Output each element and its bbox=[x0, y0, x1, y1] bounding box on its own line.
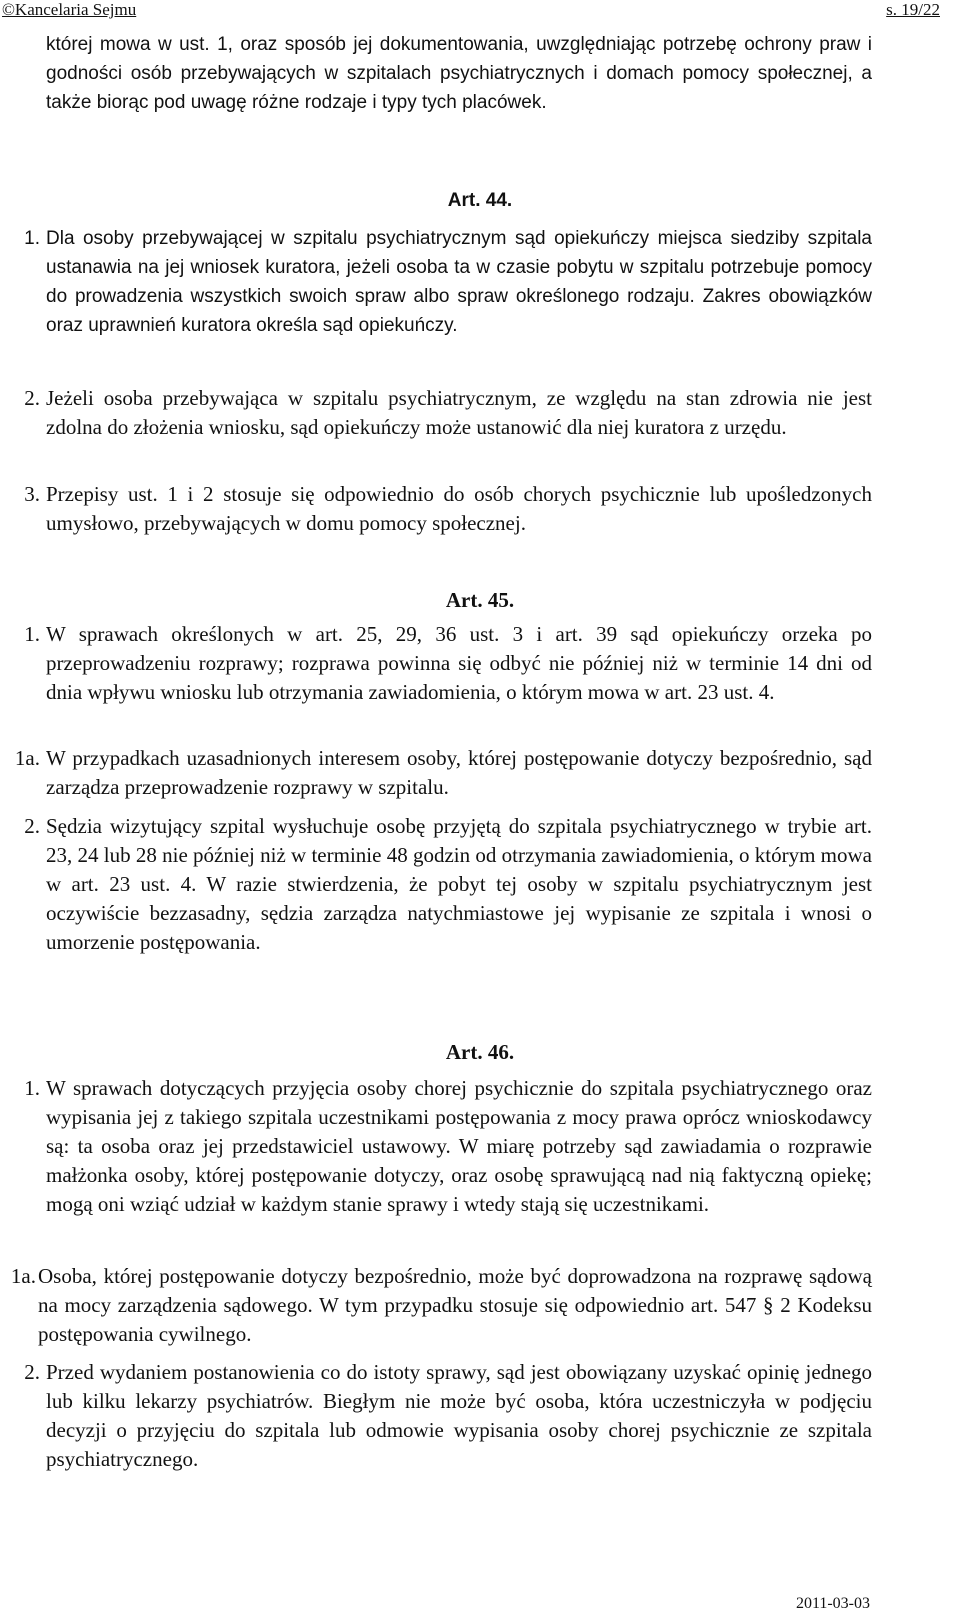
art-45-p1a-text: W przypadkach uzasadnionych interesem osoby, której postępowanie dotyczy bezpośrednio, sąd zarządza przeprowadzenie rozprawy w szpitalu. bbox=[46, 746, 872, 799]
art-45-heading: Art. 45. bbox=[445, 588, 515, 612]
art-46-p2-text: Przed wydaniem postanowienia co do istoty sprawy, sąd jest obowiązany uzyskać opinię jednego lub kilku lekarzy psychiatrów. Biegłym nie może być osoba, która uczestniczyła w podjęciu decyzji o przyjęciu do szpitala lub odmowie wypisania osoby chorej psychicznie ze szpitala psychiatrycznego. bbox=[46, 1360, 872, 1471]
art-45-p2-number: 2. bbox=[24, 814, 40, 838]
art-46-heading: Art. 46. bbox=[445, 1040, 515, 1064]
art-44-heading: Art. 44. bbox=[447, 190, 513, 211]
art-44-p3-number: 3. bbox=[24, 482, 40, 506]
art-45-p1a-number: 1a. bbox=[14, 746, 40, 770]
art-45-p1-number: 1. bbox=[24, 622, 40, 646]
art-44-p1-number: 1. bbox=[24, 228, 40, 249]
art-45-p2-text: Sędzia wizytujący szpital wysłuchuje osobę przyjętą do szpitala psychiatrycznego w trybie art. 23, 24 lub 28 nie później niż w terminie 48 godzin od otrzymania zawiadomienia, o którym mowa w art. 23 ust. 4. W razie stwierdzenia, że pobyt tej osoby w szpitalu psychiatrycznym jest oczywiście bezzasadny, sędzia zarządza natychmiastowe jej wypisanie ze szpitala i wnosi o umorzenie postępowania. bbox=[46, 814, 872, 954]
intro-paragraph: której mowa w ust. 1, oraz sposób jej dokumentowania, uwzględniając potrzebę ochrony praw i godności osób przebywających w szpitalach psychiatrycznych i domach pomocy społecznej, a także biorąc pod uwagę różne rodzaje i typy tych placówek. bbox=[46, 34, 872, 113]
art-44-p1-text: Dla osoby przebywającej w szpitalu psychiatrycznym sąd opiekuńczy miejsca siedziby szpitala ustanawia na jej wniosek kuratora, jeżeli osoba ta w czasie pobytu w szpitalu potrzebuje pomocy do prowadzenia wszystkich swoich spraw albo spraw określonego rodzaju. Zakres obowiązków oraz uprawnień kuratora określa sąd opiekuńczy. bbox=[46, 228, 872, 336]
footer-date: 2011-03-03 bbox=[795, 1595, 870, 1612]
art-45-p1-text: W sprawach określonych w art. 25, 29, 36 ust. 3 i art. 39 sąd opiekuńczy orzeka po przeprowadzeniu rozprawy; rozprawa powinna się odbyć nie później niż w terminie 14 dni od dnia wpływu wniosku lub otrzymania zawiadomienia, o którym mowa w art. 23 ust. 4. bbox=[46, 622, 872, 704]
art-46-p1-text: W sprawach dotyczących przyjęcia osoby chorej psychicznie do szpitala psychiatrycznego oraz wypisania jej z takiego szpitala uczestnikami postępowania z mocy prawa oprócz wnioskodawcy są: ta osoba oraz jej przedstawiciel ustawowy. W miarę potrzeby sąd zawiadamia o rozprawie małżonka osoby, której postępowanie dotyczy, oraz osobę sprawującą nad nią faktyczną opiekę; mogą oni wziąć udział w każdym stanie sprawy i wtedy stają się uczestnikami. bbox=[46, 1076, 872, 1216]
art-46-p1a-number: 1a. bbox=[10, 1264, 36, 1288]
art-44-p2-text: Jeżeli osoba przebywająca w szpitalu psychiatrycznym, ze względu na stan zdrowia nie jest zdolna do złożenia wniosku, sąd opiekuńczy może ustanowić dla niej kuratora z urzędu. bbox=[46, 386, 872, 439]
publisher-link[interactable]: ©Kancelaria Sejmu bbox=[2, 0, 137, 19]
art-44-p3-text: Przepisy ust. 1 i 2 stosuje się odpowiednio do osób chorych psychicznie lub upośledzonych umysłowo, przebywających w domu pomocy społecznej. bbox=[46, 482, 872, 535]
page-header bbox=[0, 0, 960, 20]
art-46-p1-number: 1. bbox=[24, 1076, 40, 1100]
art-46-p2-number: 2. bbox=[24, 1360, 40, 1384]
page-number: s. 19/22 bbox=[886, 0, 940, 19]
art-46-p1a-text: Osoba, której postępowanie dotyczy bezpośrednio, może być doprowadzona na rozprawę sądową na mocy zarządzenia sądowego. W tym przypadku stosuje się odpowiednio art. 547 § 2 Kodeksu postępowania cywilnego. bbox=[38, 1264, 872, 1346]
art-44-p2-number: 2. bbox=[24, 386, 40, 410]
